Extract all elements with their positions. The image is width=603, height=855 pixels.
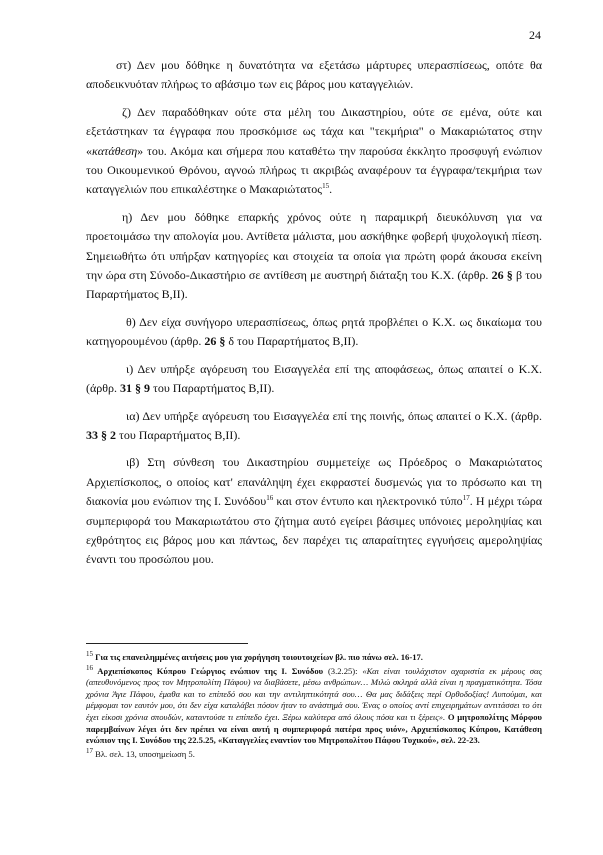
paragraph-text: ι) Δεν υπήρξε αγόρευση του Εισαγγελέα επί της αποφάσεως, όπως απαιτεί ο Κ.Χ. (άρθρ. <box>86 361 542 396</box>
paragraph-text: και στον έντυπο και ηλεκτρονικό τύπο <box>273 494 463 509</box>
footnote-number: 16 <box>86 663 93 672</box>
paragraph-ia <box>86 407 542 446</box>
footnote-source: Αρχιεπίσκοπος Κύπρου Γεώργιος ενώπιον της Ι. Συνόδου <box>93 665 324 676</box>
footnote-number: 15 <box>86 650 93 659</box>
footnotes <box>86 652 542 762</box>
footnote-number: 17 <box>86 746 93 755</box>
footnote-separator <box>86 643 248 644</box>
footnote-17 <box>86 746 542 761</box>
footnote-ref: 16 <box>266 494 274 503</box>
paragraph-z <box>86 103 542 200</box>
article-ref: 26 § <box>204 334 226 349</box>
paragraph-text: β του Παραρτήματος Β,ΙΙ). <box>86 268 542 302</box>
paragraph-text: . Η μέχρι τώρα συμπεριφορά του Μακαριωτάτου στο ζήτημα αυτό εγείρει βάσιμες υπόνοιες μεροληψίας και εχθρότητος εις βάρος μου και πάντως, δεν παρέχει τις απαραίτητες εγγυήσεις αμεροληψίας έναντι του προσώπου μου. <box>86 494 543 567</box>
footnote-15 <box>86 652 542 664</box>
paragraph-i <box>86 208 542 305</box>
footnote-source: Ο μητροπολίτης Μόρφου παρεμβαίνων λέγει ότι δεν πρέπει να είναι αυτή η συμπεριφορά πατέρα προς υιόν», Αρχιεπίσκοπος Κύπρου, Κατάθεση ενώπιον της Ι. Συνόδου της 22.5.25, «Καταγγελίες εναντίον του Μητροπολίτου Πάφου Τυχικού», σελ. 22-23. <box>86 711 542 746</box>
footnote-text: Για τις επανειλημμένες αιτήσεις μου για χορήγηση τοιουτοιχείων βλ. πιο πάνω σελ. 16-17. <box>93 652 423 662</box>
paragraph-st <box>86 56 542 95</box>
footnote-quote: «Και είναι τουλάχιστον αχαριστία εκ μέρους σας (απευθυνόμενος προς τον Μητροπολίτη Πάφου) να διαβάσετε, μέσω ανθρώπων… Μιλώ σκληρά αλλά είναι η πραγματικότητα. Τόσα χρόνια Άγιε Πάφου, έμαθα και το επίπεδό σου και την αντιληπτικότητά σου… Θα μας διδάξεις περί Ορθοδοξίας! Λυπούμαι, και μέμφομαι τον εαυτόν μου, ότι δεν είχα καταλάβει πόσον ήταν το ανάστημά σου. Ένας ο οποίος αντί επιχειρημάτων αντιτάσσει το ότι έχει είκοσι χρόνια σπουδών, καταντούσε τι επίπεδο έχει. Ξέρω καλύτερα από όλους πόσα και τι ξέρεις». <box>86 665 542 722</box>
italic-term: κατάθεση <box>92 143 138 158</box>
paragraph-th <box>86 313 542 352</box>
paragraph-text: στ) Δεν μου δόθηκε η δυνατότητα να εξετάσω μάρτυρες υπερασπίσεως, οπότε θα αποδεικνυόταν πλήρως το αβάσιμο των εις βάρος μου καταγγελιών. <box>86 58 542 92</box>
paragraph-text: η) Δεν μου δόθηκε επαρκής χρόνος ούτε η παραμικρή διευκόλυνση για να προετοιμάσω την απολογία μου. Αντίθετα μάλιστα, μου ασκήθηκε φοβερή ψυχολογική πίεση. Σημειωθήτω ότι υπήρξαν κατηγορίες και στοιχεία τα οποία για πρώτη φορά άκουσα εκείνη την ώρα στη Σύνοδο-Δικαστήριο σε αντίθεση με αυστηρή διάταξη του Κ.Χ. (άρθρ. <box>86 209 542 283</box>
article-ref: 31 § 9 <box>120 381 151 396</box>
footnote-text: (3.2.25): <box>323 665 363 676</box>
paragraph-ib <box>86 453 542 569</box>
paragraph-text: ια) Δεν υπήρξε αγόρευση του Εισαγγελέα επί της ποινής, όπως απαιτεί ο Κ.Χ. (άρθρ. <box>126 408 542 423</box>
paragraph-iota <box>86 360 542 399</box>
body-text <box>86 56 542 578</box>
paragraph-text: του Παραρτήματος Β,ΙΙ). <box>116 427 241 442</box>
paragraph-text: . <box>329 182 333 197</box>
footnote-16 <box>86 663 542 747</box>
paragraph-text: θ) Δεν είχα συνήγορο υπερασπίσεως, όπως ρητά προβλέπει ο Κ.Χ. ως δικαίωμα του κατηγορουμένου (άρθρ. <box>86 314 542 349</box>
paragraph-text: του Παραρτήματος Β,ΙΙ). <box>150 381 275 396</box>
footnote-ref: 15 <box>322 182 330 191</box>
paragraph-text: ζ) Δεν παραδόθηκαν ούτε στα μέλη του Δικαστηρίου, ούτε σε εμένα, ούτε και εξετάστηκαν τα έγγραφα που προσκόμισε ως τάχα και "τεκμήρια" ο Μακαριώτατος στην « <box>86 104 542 158</box>
paragraph-text: δ του Παραρτήματος Β,ΙΙ). <box>225 334 359 349</box>
footnote-text: Βλ. σελ. 13, υποσημείωση 5. <box>93 748 195 759</box>
paragraph-text: » του. Ακόμα και σήμερα που καταθέτω την παρούσα έκκλητο προσφυγή ενώπιον του Οικουμενικού Θρόνου, αγνοώ πλήρως τι ακριβώς αναφέρουν τα έγγραφα/τεκμήρια των καταγγελιών που επικαλέστηκε ο Μακαριώτατος <box>86 143 542 197</box>
article-ref: 26 § <box>491 268 513 283</box>
article-ref: 33 § 2 <box>86 427 116 442</box>
paragraph-text: ιβ) Στη σύνθεση του Δικαστηρίου συμμετείχε ως Πρόεδρος ο Μακαριώτατος Αρχιεπίσκοπος, ο οποίος κατ' επανάληψη έχει εκφραστεί δυσμενώς για το πρόσωπο και τη διακονία μου ενώπιον της Ι. Συνόδου <box>86 455 542 509</box>
page-number: 24 <box>529 28 541 42</box>
footnote-ref: 17 <box>462 494 470 503</box>
